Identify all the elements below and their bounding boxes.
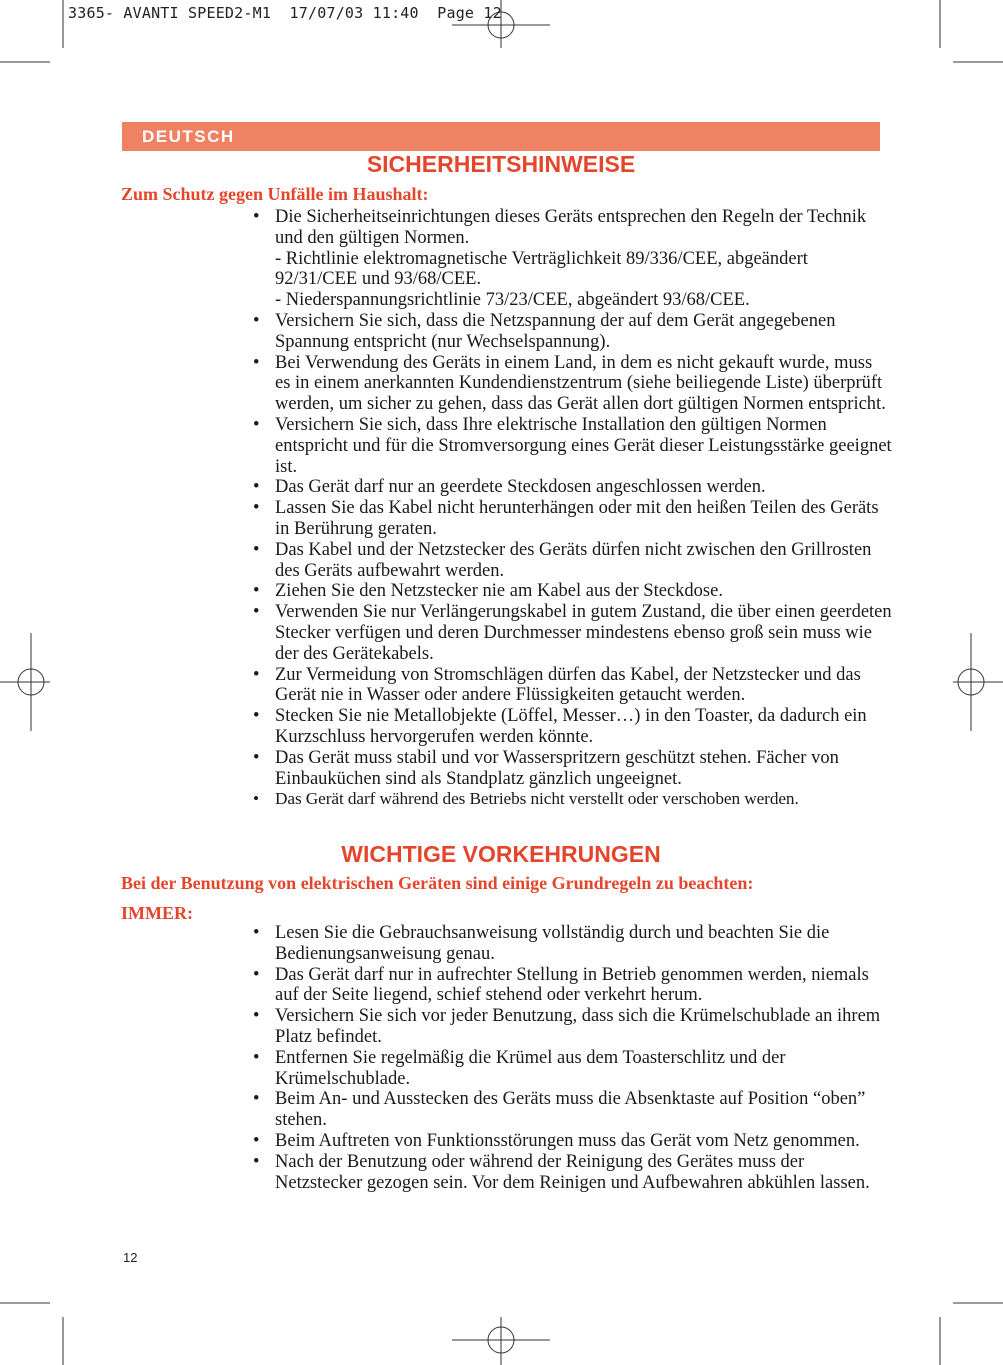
registration-mark-right [953, 633, 1003, 731]
list-item: • Die Sicherheitseinrichtungen dieses Geräts entsprechen den Regeln der Technik und den gültigen Normen. - Richtlinie elektromagnetische Verträglichkeit 89/336/CEE, abgeändert 92/31/CEE und 93/68/CEE. - Niederspannungsrichtlinie 73/23/CEE, abgeändert 93/68/CEE. [252, 207, 892, 311]
list-item: • Entfernen Sie regelmäßig die Krümel aus dem Toasterschlitz und der Krümelschublade. [252, 1048, 892, 1090]
list-item: • Zur Vermeidung von Stromschlägen dürfen das Kabel, der Netzstecker und das Gerät nie in Wasser oder andere Flüssigkeiten getaucht werden. [252, 665, 892, 707]
list-item-sub: - Niederspannungsrichtlinie 73/23/CEE, abgeändert 93/68/CEE. [275, 290, 750, 311]
list-item-sub: - Richtlinie elektromagnetische Verträglichkeit 89/336/CEE, abgeändert 92/31/CEE und 93/68/CEE. [275, 248, 808, 290]
list-item: • Nach der Benutzung oder während der Reinigung des Gerätes muss der Netzstecker gezogen sein. Vor dem Reinigen und Aufbewahren abkühlen lassen. [252, 1152, 892, 1194]
safety-heading: SICHERHEITSHINWEISE [366, 151, 636, 177]
list-item: • Beim Auftreten von Funktionsstörungen muss das Gerät vom Netz genommen. [252, 1131, 892, 1152]
list-item: • Beim An- und Ausstecken des Geräts muss die Absenktaste auf Position “oben” stehen. [252, 1089, 892, 1131]
always-label: IMMER: [121, 903, 193, 923]
list-item: • Das Kabel und der Netzstecker des Geräts dürfen nicht zwischen den Grillrosten des Geräts aufbewahrt werden. [252, 540, 892, 582]
list-item: • Bei Verwendung des Geräts in einem Land, in dem es nicht gekauft wurde, muss es in einem anerkannten Kundendienstzentrum (siehe beiliegende Liste) überprüft werden, um sicher zu gehen, dass das Gerät allen dort gültigen Normen entspricht. [252, 353, 892, 415]
list-item: • Das Gerät darf während des Betriebs nicht verstellt oder verschoben werden. [252, 789, 892, 810]
registration-mark-bottom [452, 1317, 550, 1365]
precautions-subheading: Bei der Benutzung von elektrischen Geräten sind einige Grundregeln zu beachten: [121, 873, 754, 893]
list-item: • Versichern Sie sich, dass die Netzspannung der auf dem Gerät angegebenen Spannung entspricht (nur Wechselspannung). [252, 311, 892, 353]
registration-mark-left [0, 633, 50, 731]
list-item: • Verwenden Sie nur Verlängerungskabel in gutem Zustand, die über einen geerdeten Stecker verfügen und deren Durchmesser mindestens ebenso groß sein muss wie der des Gerätekabels. [252, 602, 892, 664]
page-number: 12 [123, 1250, 138, 1265]
precautions-list [252, 923, 892, 1193]
list-item: • Das Gerät muss stabil und vor Wasserspritzern geschützt stehen. Fächer von Einbauküchen sind als Standplatz gänzlich ungeeignet. [252, 748, 892, 790]
precautions-heading: WICHTIGE VORKEHRUNGEN [341, 841, 661, 867]
print-slug: 3365- AVANTI SPEED2-M1 17/07/03 11:40 Page 12 [68, 4, 502, 22]
safety-list [252, 207, 892, 810]
list-item: • Lassen Sie das Kabel nicht herunterhängen oder mit den heißen Teilen des Geräts in Berührung geraten. [252, 498, 892, 540]
list-item: • Das Gerät darf nur in aufrechter Stellung in Betrieb genommen werden, niemals auf der Seite liegend, schief stehend oder verkehrt herum. [252, 965, 892, 1007]
language-label: DEUTSCH [142, 127, 235, 146]
list-item: • Stecken Sie nie Metallobjekte (Löffel, Messer…) in den Toaster, da dadurch ein Kurzschluss hervorgerufen werden könnte. [252, 706, 892, 748]
list-item: • Versichern Sie sich, dass Ihre elektrische Installation den gültigen Normen entspricht und für die Stromversorgung eines Gerät dieser Leistungsstärke geeignet ist. [252, 415, 892, 477]
list-item: • Versichern Sie sich vor jeder Benutzung, dass sich die Krümelschublade an ihrem Platz befindet. [252, 1006, 892, 1048]
language-banner [122, 122, 880, 151]
list-item: • Lesen Sie die Gebrauchsanweisung vollständig durch und beachten Sie die Bedienungsanweisung genau. [252, 923, 892, 965]
list-item: • Das Gerät darf nur an geerdete Steckdosen angeschlossen werden. [252, 477, 892, 498]
safety-subheading: Zum Schutz gegen Unfälle im Haushalt: [121, 184, 429, 204]
list-item: • Ziehen Sie den Netzstecker nie am Kabel aus der Steckdose. [252, 581, 892, 602]
